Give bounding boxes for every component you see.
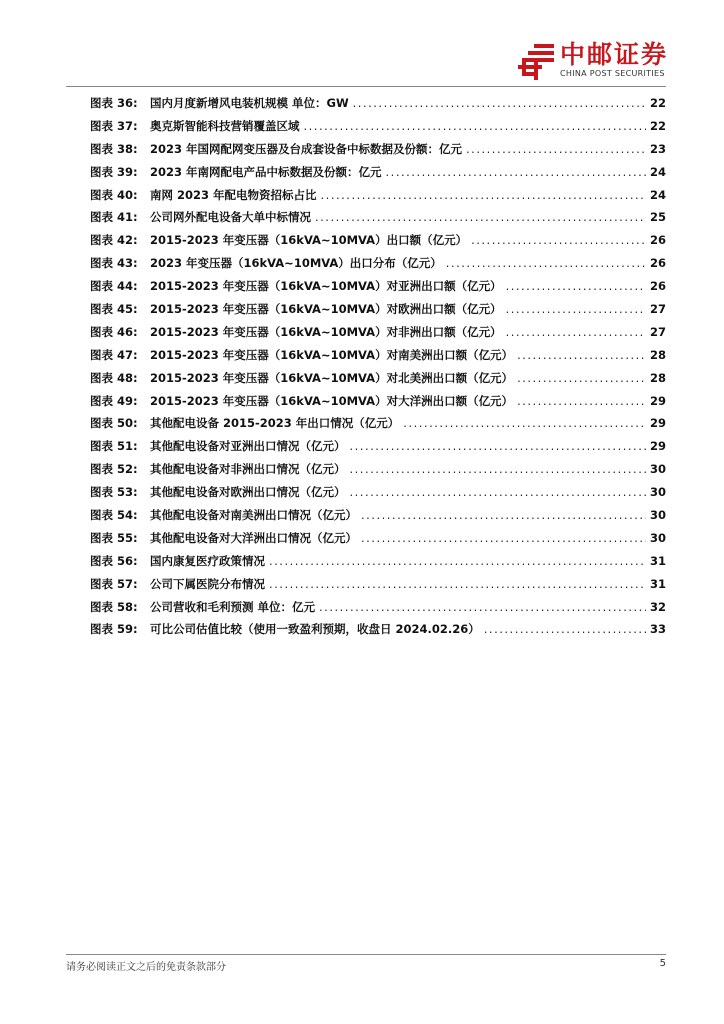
- toc-entry-title: 公司营收和毛利预测 单位：亿元: [150, 599, 316, 614]
- toc-dot-leader: [361, 527, 646, 550]
- toc-entry-label: 图表 37:: [90, 118, 138, 133]
- toc-entry-label: 图表 48:: [90, 370, 138, 385]
- toc-entry[interactable]: [90, 550, 666, 573]
- toc-dot-leader: [471, 229, 646, 252]
- toc-entry-title: 其他配电设备对南美洲出口情况（亿元）: [150, 508, 357, 523]
- toc-entry-label: 图表 42:: [90, 233, 138, 248]
- toc-entry-page: 24: [649, 164, 666, 179]
- toc-dot-leader: [319, 596, 646, 619]
- toc-entry-title: 其他配电设备对亚洲出口情况（亿元）: [150, 439, 346, 454]
- footer-disclaimer: 请务必阅读正文之后的免责条款部分: [66, 962, 226, 973]
- toc-entry[interactable]: [90, 229, 666, 252]
- toc-dot-leader: [517, 390, 646, 413]
- toc-entry[interactable]: [90, 92, 666, 115]
- company-logo: [516, 40, 668, 80]
- toc-entry-title: 可比公司估值比较（使用一致盈利预期，收盘日 2024.02.26）: [150, 622, 480, 637]
- toc-entry[interactable]: [90, 596, 666, 619]
- toc-entry-page: 30: [649, 508, 666, 523]
- toc-entry-label: 图表 41:: [90, 210, 138, 225]
- toc-dot-leader: [350, 435, 646, 458]
- toc-dot-leader: [350, 458, 646, 481]
- toc-entry-label: 图表 55:: [90, 530, 138, 545]
- toc-entry-title: 2023 年变压器（16kVA~10MVA）出口分布（亿元）: [150, 256, 442, 271]
- toc-entry-page: 29: [649, 439, 666, 454]
- toc-dot-leader: [304, 115, 646, 138]
- toc-entry-page: 22: [649, 96, 666, 110]
- toc-entry[interactable]: [90, 527, 666, 550]
- china-post-logo-icon: [516, 42, 556, 82]
- toc-entry[interactable]: [90, 458, 666, 481]
- toc-entry[interactable]: [90, 298, 666, 321]
- figure-table-of-contents: [90, 92, 666, 641]
- toc-entry-label: 图表 46:: [90, 324, 138, 339]
- toc-entry-page: 26: [649, 233, 666, 248]
- toc-entry[interactable]: [90, 206, 666, 229]
- toc-entry-label: 图表 52:: [90, 462, 138, 477]
- toc-dot-leader: [484, 618, 646, 641]
- toc-entry-label: 图表 50:: [90, 416, 138, 431]
- logo-chinese-name: 中邮证券: [560, 40, 669, 69]
- toc-entry-label: 图表 36:: [90, 96, 138, 110]
- toc-entry[interactable]: [90, 252, 666, 275]
- toc-entry-page: 26: [649, 279, 666, 294]
- toc-dot-leader: [350, 481, 646, 504]
- toc-entry-label: 图表 53:: [90, 485, 138, 500]
- toc-dot-leader: [321, 184, 646, 207]
- toc-entry-title: 2015-2023 年变压器（16kVA~10MVA）对大洋洲出口额（亿元）: [150, 393, 514, 408]
- toc-entry[interactable]: [90, 390, 666, 413]
- toc-dot-leader: [386, 161, 646, 184]
- toc-entry[interactable]: [90, 367, 666, 390]
- toc-entry-label: 图表 44:: [90, 279, 138, 294]
- toc-entry-label: 图表 38:: [90, 141, 138, 156]
- toc-entry-page: 32: [649, 599, 666, 614]
- toc-entry-page: 26: [649, 256, 666, 271]
- toc-dot-leader: [269, 573, 646, 596]
- toc-dot-leader: [446, 252, 646, 275]
- toc-dot-leader: [315, 206, 646, 229]
- toc-entry-title: 2015-2023 年变压器（16kVA~10MVA）对亚洲出口额（亿元）: [150, 279, 502, 294]
- toc-entry-title: 公司下属医院分布情况: [150, 576, 265, 591]
- toc-entry-title: 南网 2023 年配电物资招标占比: [150, 187, 317, 202]
- toc-entry-label: 图表 43:: [90, 256, 138, 271]
- footer-divider: [66, 954, 666, 955]
- toc-entry-title: 国内康复医疗政策情况: [150, 553, 265, 568]
- toc-entry-page: 30: [649, 462, 666, 477]
- toc-entry[interactable]: [90, 138, 666, 161]
- toc-entry-label: 图表 57:: [90, 576, 138, 591]
- toc-dot-leader: [269, 550, 646, 573]
- toc-entry-title: 2015-2023 年变压器（16kVA~10MVA）出口额（亿元）: [150, 233, 468, 248]
- toc-entry-title: 公司网外配电设备大单中标情况: [150, 210, 311, 225]
- toc-entry-page: 24: [649, 187, 666, 202]
- toc-entry-page: 29: [649, 393, 666, 408]
- toc-entry[interactable]: [90, 504, 666, 527]
- toc-entry-page: 27: [649, 302, 666, 317]
- toc-entry[interactable]: [90, 412, 666, 435]
- toc-entry-title: 奥克斯智能科技营销覆盖区域: [150, 118, 300, 133]
- toc-dot-leader: [506, 298, 646, 321]
- toc-entry-label: 图表 39:: [90, 164, 138, 179]
- logo-english-name: CHINA POST SECURITIES: [560, 69, 665, 78]
- page-header: [0, 0, 724, 90]
- toc-entry-page: 23: [649, 141, 666, 156]
- toc-entry-label: 图表 56:: [90, 553, 138, 568]
- toc-entry-title: 国内月度新增风电装机规模 单位：GW: [150, 96, 349, 110]
- toc-entry[interactable]: [90, 573, 666, 596]
- toc-entry[interactable]: [90, 618, 666, 641]
- page-number: 5: [659, 958, 666, 969]
- toc-entry-page: 31: [649, 576, 666, 591]
- toc-entry[interactable]: [90, 481, 666, 504]
- toc-entry-title: 其他配电设备 2015-2023 年出口情况（亿元）: [150, 416, 400, 431]
- toc-entry-title: 其他配电设备对欧洲出口情况（亿元）: [150, 485, 346, 500]
- toc-entry-page: 27: [649, 324, 666, 339]
- toc-entry-label: 图表 58:: [90, 599, 138, 614]
- toc-entry-label: 图表 49:: [90, 393, 138, 408]
- toc-entry-title: 2015-2023 年变压器（16kVA~10MVA）对欧洲出口额（亿元）: [150, 302, 502, 317]
- toc-entry-page: 33: [649, 622, 666, 637]
- toc-entry-page: 28: [649, 370, 666, 385]
- toc-entry-title: 2023 年南网配电产品中标数据及份额：亿元: [150, 164, 382, 179]
- toc-entry-page: 28: [649, 347, 666, 362]
- toc-entry-title: 2015-2023 年变压器（16kVA~10MVA）对北美洲出口额（亿元）: [150, 370, 514, 385]
- toc-dot-leader: [353, 92, 646, 115]
- toc-entry[interactable]: [90, 161, 666, 184]
- toc-entry[interactable]: [90, 184, 666, 207]
- toc-entry[interactable]: [90, 275, 666, 298]
- toc-entry-page: 31: [649, 553, 666, 568]
- toc-entry-page: 30: [649, 485, 666, 500]
- toc-entry[interactable]: [90, 115, 666, 138]
- toc-dot-leader: [403, 412, 646, 435]
- toc-dot-leader: [506, 321, 646, 344]
- toc-dot-leader: [517, 344, 646, 367]
- toc-entry-page: 29: [649, 416, 666, 431]
- toc-entry-label: 图表 51:: [90, 439, 138, 454]
- toc-entry-title: 2015-2023 年变压器（16kVA~10MVA）对非洲出口额（亿元）: [150, 324, 502, 339]
- toc-dot-leader: [506, 275, 646, 298]
- toc-entry-label: 图表 45:: [90, 302, 138, 317]
- toc-entry-label: 图表 59:: [90, 622, 138, 637]
- toc-entry-title: 其他配电设备对大洋洲出口情况（亿元）: [150, 530, 357, 545]
- toc-entry-label: 图表 47:: [90, 347, 138, 362]
- toc-entry-page: 22: [649, 118, 666, 133]
- toc-entry-title: 2023 年国网配网变压器及台成套设备中标数据及份额：亿元: [150, 141, 463, 156]
- toc-entry-title: 其他配电设备对非洲出口情况（亿元）: [150, 462, 346, 477]
- toc-entry-page: 25: [649, 210, 666, 225]
- toc-entry[interactable]: [90, 344, 666, 367]
- toc-dot-leader: [466, 138, 646, 161]
- header-divider: [66, 86, 666, 87]
- toc-entry[interactable]: [90, 435, 666, 458]
- toc-entry-page: 30: [649, 530, 666, 545]
- toc-entry-title: 2015-2023 年变压器（16kVA~10MVA）对南美洲出口额（亿元）: [150, 347, 514, 362]
- toc-entry[interactable]: [90, 321, 666, 344]
- toc-entry-label: 图表 54:: [90, 508, 138, 523]
- toc-dot-leader: [361, 504, 646, 527]
- toc-dot-leader: [517, 367, 646, 390]
- toc-entry-label: 图表 40:: [90, 187, 138, 202]
